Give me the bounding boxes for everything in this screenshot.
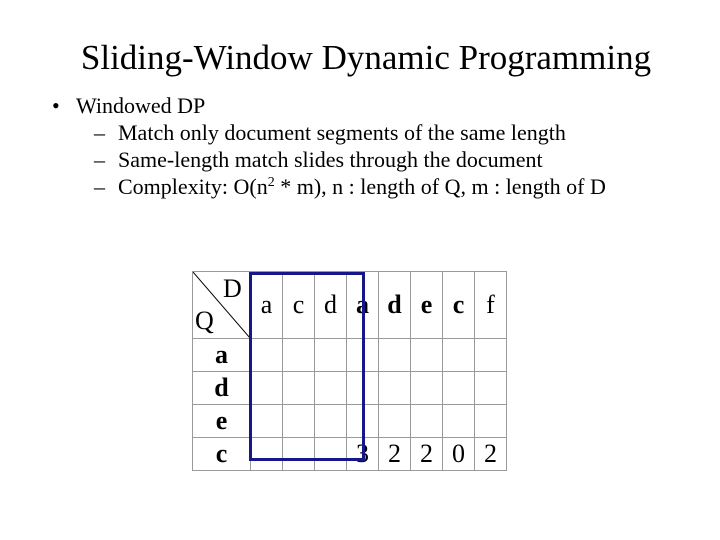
row-header: a: [193, 339, 251, 372]
table-cell: 3: [347, 438, 379, 471]
sub-bullet-text: Match only document segments of the same length: [118, 120, 566, 145]
table-cell: [411, 405, 443, 438]
row-header: d: [193, 372, 251, 405]
column-header: d: [315, 272, 347, 339]
row-header: c: [193, 438, 251, 471]
table-cell: [411, 339, 443, 372]
sub-bullet-item: [94, 146, 606, 173]
column-header: e: [411, 272, 443, 339]
bullet-list: [52, 92, 606, 200]
column-header: c: [283, 272, 315, 339]
sub-bullet-marker: –: [94, 120, 105, 145]
table-cell: [443, 339, 475, 372]
table-cell: 2: [379, 438, 411, 471]
corner-cell: [193, 272, 251, 339]
query-axis-label: Q: [195, 306, 214, 335]
complexity-text: [118, 173, 606, 200]
table-cell: [475, 405, 507, 438]
sliding-window-highlight: [249, 272, 365, 461]
table-cell: [411, 372, 443, 405]
sub-bullet-marker: –: [94, 147, 105, 172]
complexity-text-after: * m), n : length of Q, m : length of D: [274, 174, 606, 199]
row-header: e: [193, 405, 251, 438]
column-header: d: [379, 272, 411, 339]
complexity-text-before: Complexity: O(n: [118, 174, 268, 199]
column-header: a: [251, 272, 283, 339]
column-header: a: [347, 272, 379, 339]
table-cell: [475, 372, 507, 405]
table-cell: 2: [411, 438, 443, 471]
sub-bullet-marker: –: [94, 174, 105, 199]
table-cell: [443, 405, 475, 438]
column-header: c: [443, 272, 475, 339]
column-header: f: [475, 272, 507, 339]
bullet-marker: •: [52, 93, 60, 118]
document-axis-label: D: [223, 274, 242, 303]
table-cell: 2: [475, 438, 507, 471]
sub-bullet-list: [94, 119, 606, 200]
complexity-exponent: 2: [267, 175, 275, 190]
sub-bullet-text: Same-length match slides through the document: [118, 147, 543, 172]
table-cell: [379, 339, 411, 372]
sub-bullet-item: [94, 119, 606, 146]
table-cell: [379, 372, 411, 405]
table-cell: 0: [443, 438, 475, 471]
bullet-item: [52, 92, 606, 119]
table-cell: [443, 372, 475, 405]
slide-title: Sliding-Window Dynamic Programming: [80, 38, 652, 77]
table-cell: [475, 339, 507, 372]
sub-bullet-item: [94, 173, 606, 200]
table-cell: [379, 405, 411, 438]
bullet-text: Windowed DP: [76, 93, 206, 118]
